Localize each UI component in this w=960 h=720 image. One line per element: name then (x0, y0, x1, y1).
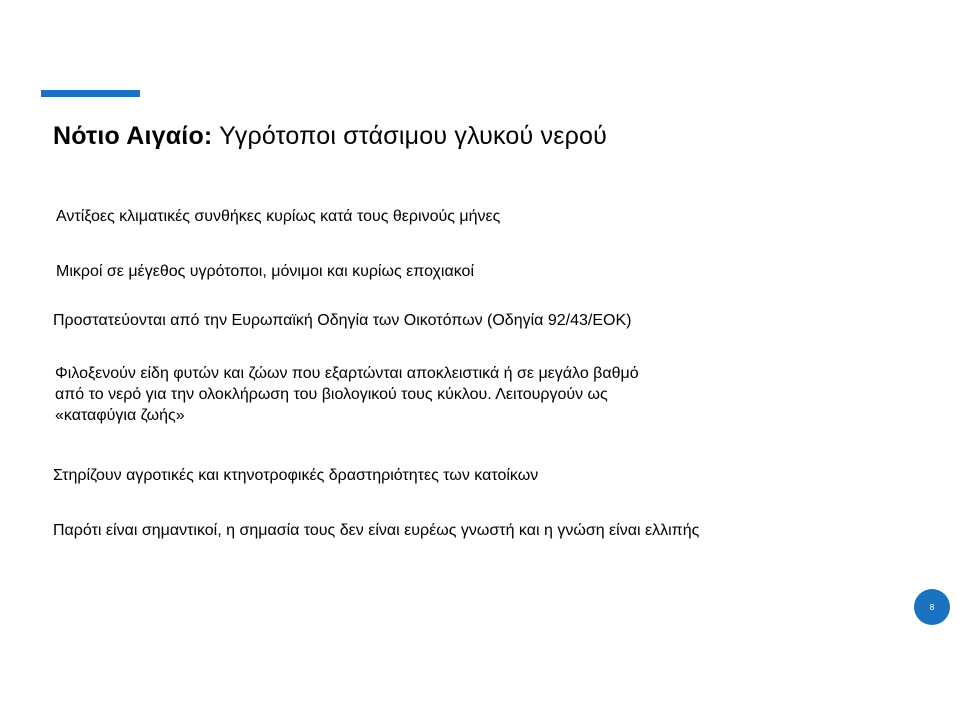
bullet-awareness: Παρότι είναι σημαντικοί, η σημασία τους δεν είναι ευρέως γνωστή και η γνώση είναι ελλιπής (53, 522, 700, 539)
bullet-habitat (55, 363, 639, 426)
slide-title (53, 122, 607, 151)
bullet-agriculture: Στηρίζουν αγροτικές και κτηνοτροφικές δραστηριότητες των κατοίκων (53, 467, 539, 484)
slide-title-bold: Νότιο Αιγαίο: (53, 122, 213, 150)
bullet-climate: Αντίξοες κλιματικές συνθήκες κυρίως κατά τους θερινούς μήνες (56, 208, 501, 225)
bullet-habitat-line-1: Φιλοξενούν είδη φυτών και ζώων που εξαρτώνται αποκλειστικά ή σε μεγάλο βαθμό (55, 365, 639, 382)
title-accent-bar (41, 90, 140, 97)
bullet-size: Μικροί σε μέγεθος υγρότοποι, μόνιμοι και κυρίως εποχιακοί (56, 263, 474, 280)
bullet-habitat-line-3: «καταφύγια ζωής» (55, 407, 185, 424)
page-number-badge: 8 (914, 589, 950, 625)
bullet-protection: Προστατεύονται από την Ευρωπαϊκή Οδηγία των Οικοτόπων (Οδηγία 92/43/ΕΟΚ) (53, 312, 632, 329)
slide-title-rest: Υγρότοποι στάσιμου γλυκού νερού (212, 122, 607, 150)
bullet-habitat-line-2: από το νερό για την ολοκλήρωση του βιολογικού τους κύκλου. Λειτουργούν ως (55, 386, 608, 403)
